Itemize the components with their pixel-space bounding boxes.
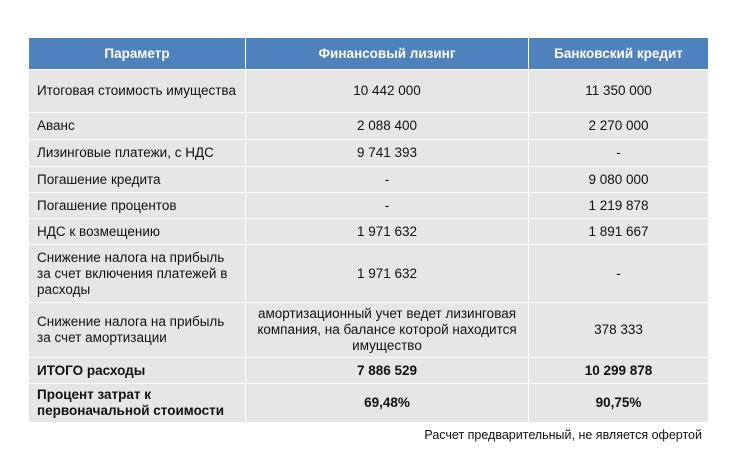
credit-value: - (529, 245, 709, 303)
credit-value: 10 299 878 (529, 358, 709, 384)
credit-value: 9 080 000 (529, 167, 709, 193)
table-row (29, 113, 709, 140)
header-parameter: Параметр (29, 38, 246, 70)
leasing-value: - (246, 167, 529, 193)
row-label: Снижение налога на прибыль за счет амортизации (29, 303, 246, 358)
header-bank-credit: Банковский кредит (529, 38, 709, 70)
table-row (29, 193, 709, 219)
row-label: ИТОГО расходы (29, 358, 246, 384)
row-label: Погашение процентов (29, 193, 246, 219)
leasing-value: 1 971 632 (246, 219, 529, 245)
table-row (29, 219, 709, 245)
credit-value: - (529, 140, 709, 167)
leasing-vs-credit-table (28, 37, 709, 423)
leasing-value: 7 886 529 (246, 358, 529, 384)
percent-row (29, 384, 709, 423)
header-financial-leasing: Финансовый лизинг (246, 38, 529, 70)
table-row (29, 140, 709, 167)
credit-value: 378 333 (529, 303, 709, 358)
credit-value: 11 350 000 (529, 70, 709, 113)
total-row (29, 358, 709, 384)
credit-value: 1 891 667 (529, 219, 709, 245)
credit-value: 90,75% (529, 384, 709, 423)
leasing-value: 2 088 400 (246, 113, 529, 140)
table-row (29, 303, 709, 358)
comparison-table-container (28, 37, 708, 423)
row-label: Лизинговые платежи, с НДС (29, 140, 246, 167)
leasing-value: 10 442 000 (246, 70, 529, 113)
table-row (29, 167, 709, 193)
credit-value: 2 270 000 (529, 113, 709, 140)
leasing-value: 69,48% (246, 384, 529, 423)
row-label: НДС к возмещению (29, 219, 246, 245)
row-label: Итоговая стоимость имущества (29, 70, 246, 113)
leasing-value: - (246, 193, 529, 219)
table-row (29, 245, 709, 303)
leasing-value: 9 741 393 (246, 140, 529, 167)
row-label: Погашение кредита (29, 167, 246, 193)
leasing-value: 1 971 632 (246, 245, 529, 303)
leasing-value: амортизационный учет ведет лизинговая компания, на балансе которой находится имущество (246, 303, 529, 358)
table-row (29, 70, 709, 113)
credit-value: 1 219 878 (529, 193, 709, 219)
table-header-row (29, 38, 709, 70)
row-label: Аванс (29, 113, 246, 140)
row-label: Процент затрат к первоначальной стоимости (29, 384, 246, 423)
row-label: Снижение налога на прибыль за счет включения платежей в расходы (29, 245, 246, 303)
disclaimer-note: Расчет предварительный, не является офертой (424, 428, 702, 442)
